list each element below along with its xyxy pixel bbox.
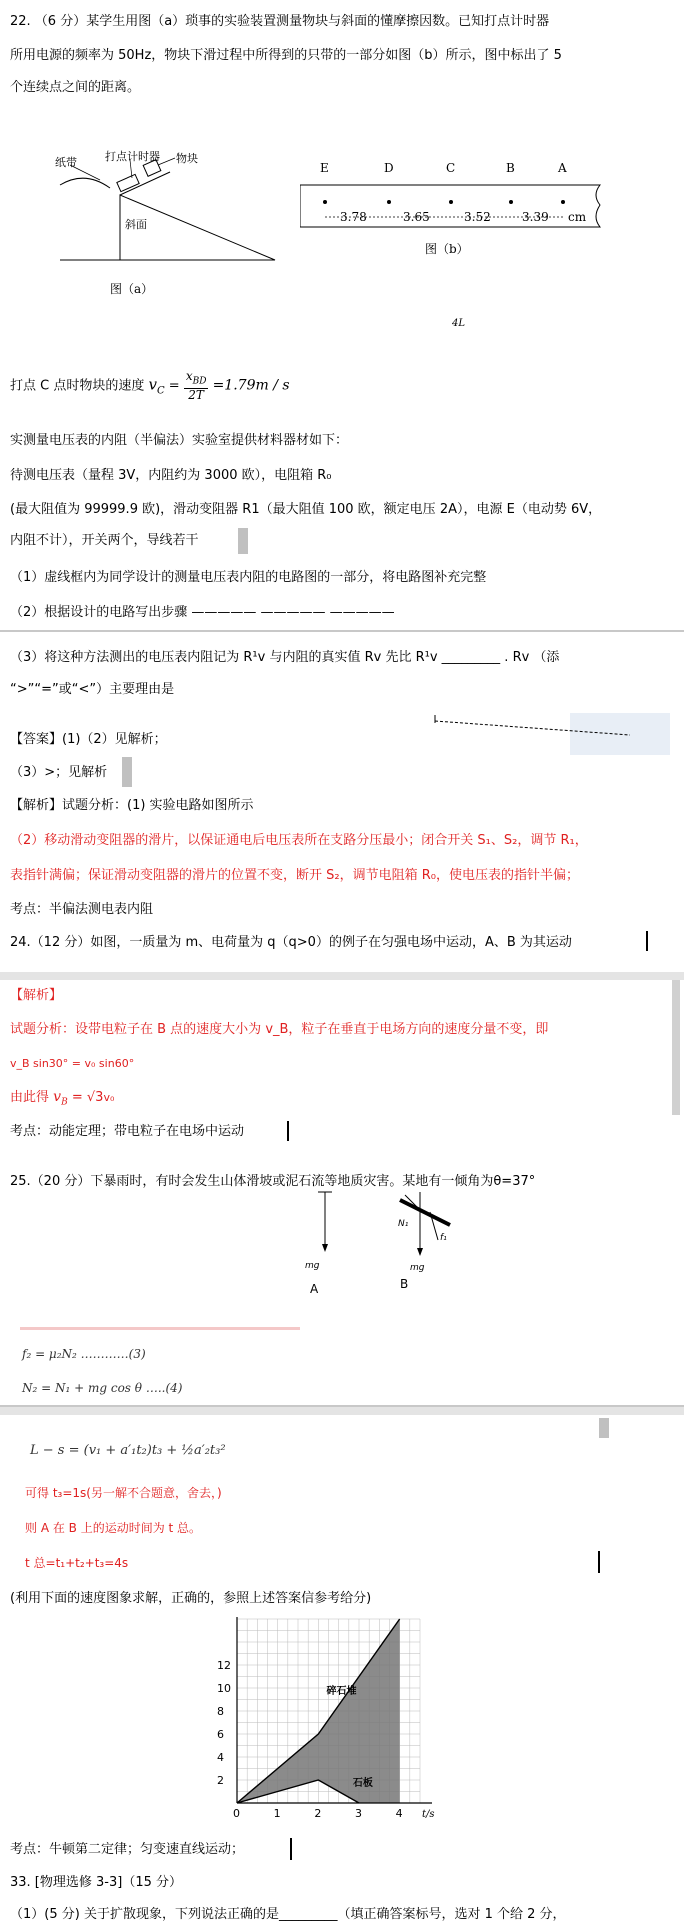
tape-point-E: E — [320, 161, 329, 175]
svg-text:N₁: N₁ — [398, 1219, 409, 1229]
fig-b-caption: 图（b） — [425, 242, 469, 255]
svg-text:f₁: f₁ — [440, 1233, 447, 1243]
speed-prefix: 打点 C 点时物块的速度 — [10, 378, 145, 394]
tape-dist-BA: 3.39 — [522, 210, 549, 224]
q23-line5: （1）虚线框内为同学设计的测量电压表内阻的电路图的一部分，将电路图补充完整 — [10, 570, 487, 585]
cropped-red-line — [20, 1327, 300, 1330]
q25-red1: 可得 t₃=1s(另一解不合题意，舍去，) — [25, 1486, 222, 1500]
series-label-1: 石板 — [352, 1777, 373, 1789]
tape-unit: cm — [568, 210, 587, 224]
circuit-fragment — [430, 713, 670, 755]
selection-block — [238, 528, 248, 554]
x-tick-label: 1 — [273, 1807, 281, 1820]
scrollbar[interactable] — [672, 980, 680, 1115]
text-cursor — [287, 1121, 289, 1141]
text-cursor — [290, 1838, 292, 1860]
x-tick-label: 2 — [314, 1807, 322, 1820]
series-label-0: 碎石堆 — [326, 1685, 357, 1697]
page-gap — [0, 1407, 684, 1415]
speed-result: =1.79m / s — [212, 377, 290, 394]
velocity-time-chart — [215, 1613, 445, 1831]
q23-line8: “>”“=”或“<”）主要理由是 — [10, 682, 175, 697]
tape-dist-CB: 3.52 — [464, 210, 491, 224]
q23-line4: 内阻不计），开关两个，导线若干 — [10, 533, 199, 548]
y-tick-label: 6 — [217, 1728, 224, 1741]
speed-sub: C — [156, 385, 165, 397]
figure-b-tape — [300, 155, 605, 255]
section-q22 — [0, 0, 684, 625]
fig-a-label-timer: 打点计时器 — [105, 150, 160, 163]
q24-kaodian: 考点：动能定理；带电粒子在电场中运动 — [10, 1124, 245, 1139]
q23-analysis: 【解析】试题分析：(1) 实验电路如图所示 — [10, 798, 254, 813]
stray-mark: 4L — [452, 318, 466, 329]
q25-red3: t 总=t₁+t₂+t₃=4s — [25, 1556, 129, 1570]
q23-kaodian: 考点：半偏法测电表内阻 — [10, 902, 154, 917]
q25-eq4: N₂ = N₁ + mg cos θ …..(4) — [22, 1381, 183, 1395]
q23-line3: (最大阻值为 99999.9 欧)，滑动变阻器 R1（最大阻值 100 欧，额定电压 2A），电源 E（电动势 6V， — [10, 502, 602, 517]
q33-line2: （1）(5 分) 关于扩散现象，下列说法正确的是_________（填正确答案标号，选对 1 个给 2 分， — [10, 1907, 566, 1921]
force-diagram — [270, 1190, 470, 1300]
q23-line7: （3）将这种方法测出的电压表内阻记为 R¹v 与内阻的真实值 Rv 先比 R¹v _________ . Rv （添 — [10, 650, 560, 665]
y-tick-label: 8 — [217, 1705, 224, 1718]
tape-dist-DC: 3.65 — [403, 210, 430, 224]
figure-a-incline — [50, 150, 280, 275]
q25-eq3: f₂ = μ₂N₂ …………(3) — [22, 1347, 146, 1361]
fig-a-label-block: 物块 — [176, 152, 198, 165]
q23-line2: 待测电压表（量程 3V，内阻约为 3000 欧），电阻箱 R₀ — [10, 468, 332, 483]
q25-red2: 则 A 在 B 上的运动时间为 t 总。 — [25, 1521, 202, 1535]
selection-block — [122, 757, 132, 787]
svg-text:A: A — [310, 1282, 319, 1296]
fig-a-label-slope: 斜面 — [125, 218, 147, 231]
q24-red2: v_B sin30° = v₀ sin60° — [10, 1057, 135, 1070]
tape-dist-ED: 3.78 — [340, 210, 367, 224]
y-tick-label: 2 — [217, 1774, 224, 1787]
y-tick-label: 12 — [217, 1659, 231, 1672]
q22-speed-line — [10, 370, 290, 405]
q23-line6: （2）根据设计的电路写出步骤 ————— ————— ————— — [10, 605, 395, 620]
fig-a-caption: 图（a） — [110, 282, 154, 296]
q25-kaodian: 考点：牛顿第二定律；匀变速直线运动； — [10, 1842, 245, 1857]
tape-point-A: A — [558, 161, 567, 175]
q23-analysis-red2: 表指针满偏；保证滑动变阻器的滑片的位置不变，断开 S₂，调节电阻箱 R₀，使电压表的指针半偏； — [10, 868, 579, 883]
section-q23 — [0, 635, 684, 972]
q22-line1: 22. （6 分）某学生用图（a）琐事的实验装置测量物块与斜面的懂摩擦因数。已知打点计时器 — [10, 14, 550, 29]
x-axis-label: t/s — [422, 1809, 435, 1820]
page-gap — [0, 972, 684, 980]
q24-red1: 试题分析：设带电粒子在 B 点的速度大小为 v_B，粒子在垂直于电场方向的速度分量不变，即 — [10, 1022, 549, 1037]
x-tick-label: 0 — [233, 1807, 240, 1820]
svg-text:mg: mg — [305, 1261, 320, 1271]
svg-text:mg: mg — [410, 1263, 425, 1273]
speed-eq: = — [168, 378, 180, 394]
section-q25-cont — [0, 1415, 684, 1921]
y-tick-label: 10 — [217, 1682, 231, 1695]
q33-line1: 33. [物理选修 3-3]（15 分） — [10, 1875, 182, 1890]
section-q24 — [0, 980, 684, 1160]
tape-point-D: D — [384, 161, 394, 175]
y-tick-label: 4 — [217, 1751, 224, 1764]
q23-analysis-red1: （2）移动滑动变阻器的滑片，以保证通电后电压表所在支路分压最小；闭合开关 S₁、S₂，调节 R₁， — [10, 833, 588, 848]
text-cursor — [646, 931, 648, 951]
x-tick-label: 3 — [355, 1807, 362, 1820]
section-q25 — [0, 1160, 684, 1405]
q25-eq5: L − s = (v₁ + a′₁t₂)t₃ + ½a′₂t₃² — [30, 1443, 226, 1458]
q23-answer1: 【答案】(1)（2）见解析； — [10, 732, 167, 747]
tape-point-C: C — [446, 161, 456, 175]
q23-line1: 实测量电压表的内阻（半偏法）实验室提供材料器材如下： — [10, 433, 349, 448]
speed-fraction: $\frac{x_{BD}}{2T}$ — [185, 369, 207, 403]
q24-jiexi: 【解析】 — [10, 988, 63, 1003]
q24-red3: 由此得 $v_B = √3v_0$ — [10, 1089, 115, 1108]
text-cursor — [598, 1551, 600, 1573]
page-separator — [0, 630, 684, 632]
tape-point-B: B — [506, 161, 515, 175]
q23-answer2: （3）>；见解析 — [10, 765, 108, 780]
q24-line1: 24.（12 分）如图，一质量为 m、电荷量为 q（q>0）的例子在匀强电场中运动，A、B 为其运动 — [10, 935, 572, 950]
q22-line3: 个连续点之间的距离。 — [10, 80, 141, 95]
fig-a-label-paper: 纸带 — [55, 156, 77, 169]
q25-line1: 25.（20 分）下暴雨时，有时会发生山体滑坡或泥石流等地质灾害。某地有一倾角为θ=37° — [10, 1174, 536, 1189]
q25-note: (利用下面的速度图象求解，正确的，参照上述答案信参考给分) — [10, 1591, 372, 1606]
x-tick-label: 4 — [395, 1807, 403, 1820]
selection-block — [599, 1418, 609, 1438]
svg-text:B: B — [400, 1277, 409, 1291]
q22-line2: 所用电源的频率为 50Hz，物块下滑过程中所得到的只带的一部分如图（b）所示，图中标出了 5 — [10, 48, 562, 63]
speed-v: v — [148, 375, 157, 394]
